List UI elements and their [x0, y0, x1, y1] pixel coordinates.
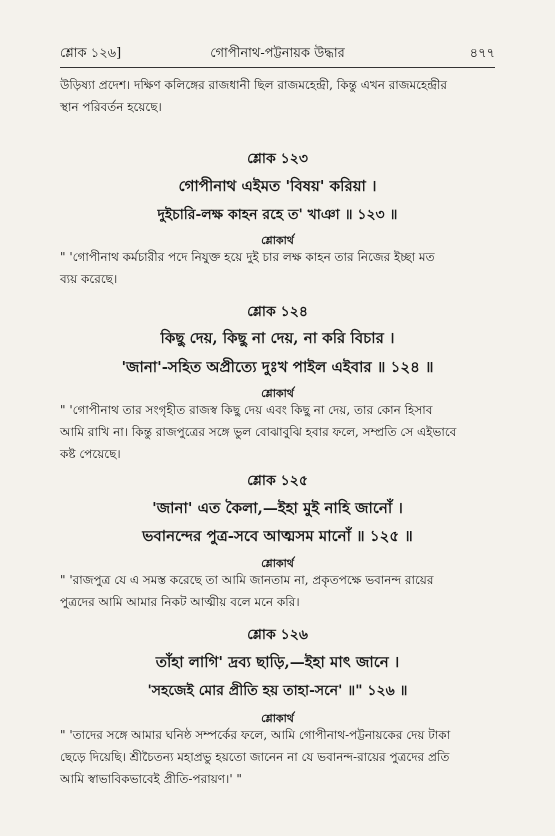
verse-line: 'সহজেই মোর প্রীতি হয় তাহা-সনে' ॥" ১২৬ ॥: [147, 683, 408, 699]
translation-line: " 'তাদের সঙ্গে আমার ঘনিষ্ঠ সম্পর্কের ফলে, আমি গোপীনাথ-পট্টনায়কের দেয় টাকা: [60, 728, 451, 742]
artha-label: শ্লোকার্থ: [261, 234, 294, 247]
translation-126: [60, 724, 500, 790]
translation-line: " 'গোপীনাথ তার সংগৃহীত রাজস্ব কিছু দেয় এবং কিছু না দেয়, তার কোন হিসাব: [60, 403, 433, 417]
translation-125: [60, 569, 500, 613]
verse-line: ভবানন্দের পুত্র-সবে আত্মসম মানোঁ ॥ ১২৫ ॥: [142, 527, 413, 545]
intro-paragraph: [60, 74, 500, 118]
verse-line: কিছু দেয়, কিছু না দেয়, না করি বিচার ।: [160, 329, 395, 347]
translation-line: পুত্রদের আমি আমার নিকট আত্মীয় বলে মনে করি।: [60, 595, 300, 609]
running-header: [60, 44, 495, 64]
intro-line: স্থান পরিবর্তন হয়েছে।: [60, 100, 162, 114]
shloka-heading-125: শ্লোক ১২৫: [247, 473, 308, 489]
intro-line: উড়িষ্যা প্রদেশ। দক্ষিণ কলিঙ্গের রাজধানী ছিল রাজমহেন্দ্রী, কিন্তু এখন রাজমহেন্দ্রীর: [60, 78, 448, 92]
translation-124: [60, 399, 500, 465]
artha-label: শ্লোকার্থ: [261, 387, 294, 400]
header-rule: [60, 67, 495, 68]
shloka-heading-123: শ্লোক ১২৩: [247, 151, 308, 167]
translation-line: আমি স্বাভাবিকভাবেই প্রীতি-পরায়ণ।' ": [60, 772, 242, 786]
header-verse-ref: শ্লোক ১২৬]: [60, 46, 122, 61]
page-number: ৪৭৭: [469, 46, 495, 61]
shloka-heading-126: শ্লোক ১২৬: [247, 627, 308, 643]
header-chapter-title: গোপীনাথ-পট্টনায়ক উদ্ধার: [210, 46, 345, 61]
artha-label: শ্লোকার্থ: [261, 557, 294, 570]
shloka-heading-124: শ্লোক ১২৪: [247, 304, 308, 320]
translation-line: আমি রাখি না। কিন্তু রাজপুত্রের সঙ্গে ভুল বোঝাবুঝি হবার ফলে, সম্প্রতি সে এইভাবে: [60, 425, 457, 439]
translation-123: [60, 246, 500, 290]
translation-line: " 'গোপীনাথ কর্মচারীর পদে নিযুক্ত হয়ে দুই চার লক্ষ কাহন তার নিজের ইচ্ছা মত: [60, 250, 435, 264]
translation-line: ছেড়ে দিয়েছি। শ্রীচৈতন্য মহাপ্রভু হয়তো জানেন না যে ভবানন্দ-রায়ের পুত্রদের প্রতি: [60, 750, 450, 764]
verse-line: তাঁহা লাগি' দ্রব্য ছাড়ি,—ইহা মাৎ জানে ।: [155, 653, 400, 671]
translation-line: কষ্ট পেয়েছে।: [60, 447, 121, 461]
verse-line: 'জানা' এত কৈলা,—ইহা মুই নাহি জানোঁ ।: [152, 499, 403, 517]
verse-line: দুইচারি-লক্ষ কাহন রহে ত' খাঞা ॥ ১২৩ ॥: [157, 207, 398, 223]
translation-line: " 'রাজপুত্র যে এ সমস্ত করেছে তা আমি জানতাম না, প্রকৃতপক্ষে ভবানন্দ রায়ের: [60, 573, 434, 587]
translation-line: ব্যয় করেছে।: [60, 272, 118, 286]
artha-label: শ্লোকার্থ: [261, 712, 294, 725]
verse-line: 'জানা'-সহিত অপ্রীত্যে দুঃখ পাইল এইবার ॥ ১২৪ ॥: [121, 358, 434, 376]
verse-line: গোপীনাথ এইমত 'বিষয়' করিয়া ।: [178, 177, 377, 195]
